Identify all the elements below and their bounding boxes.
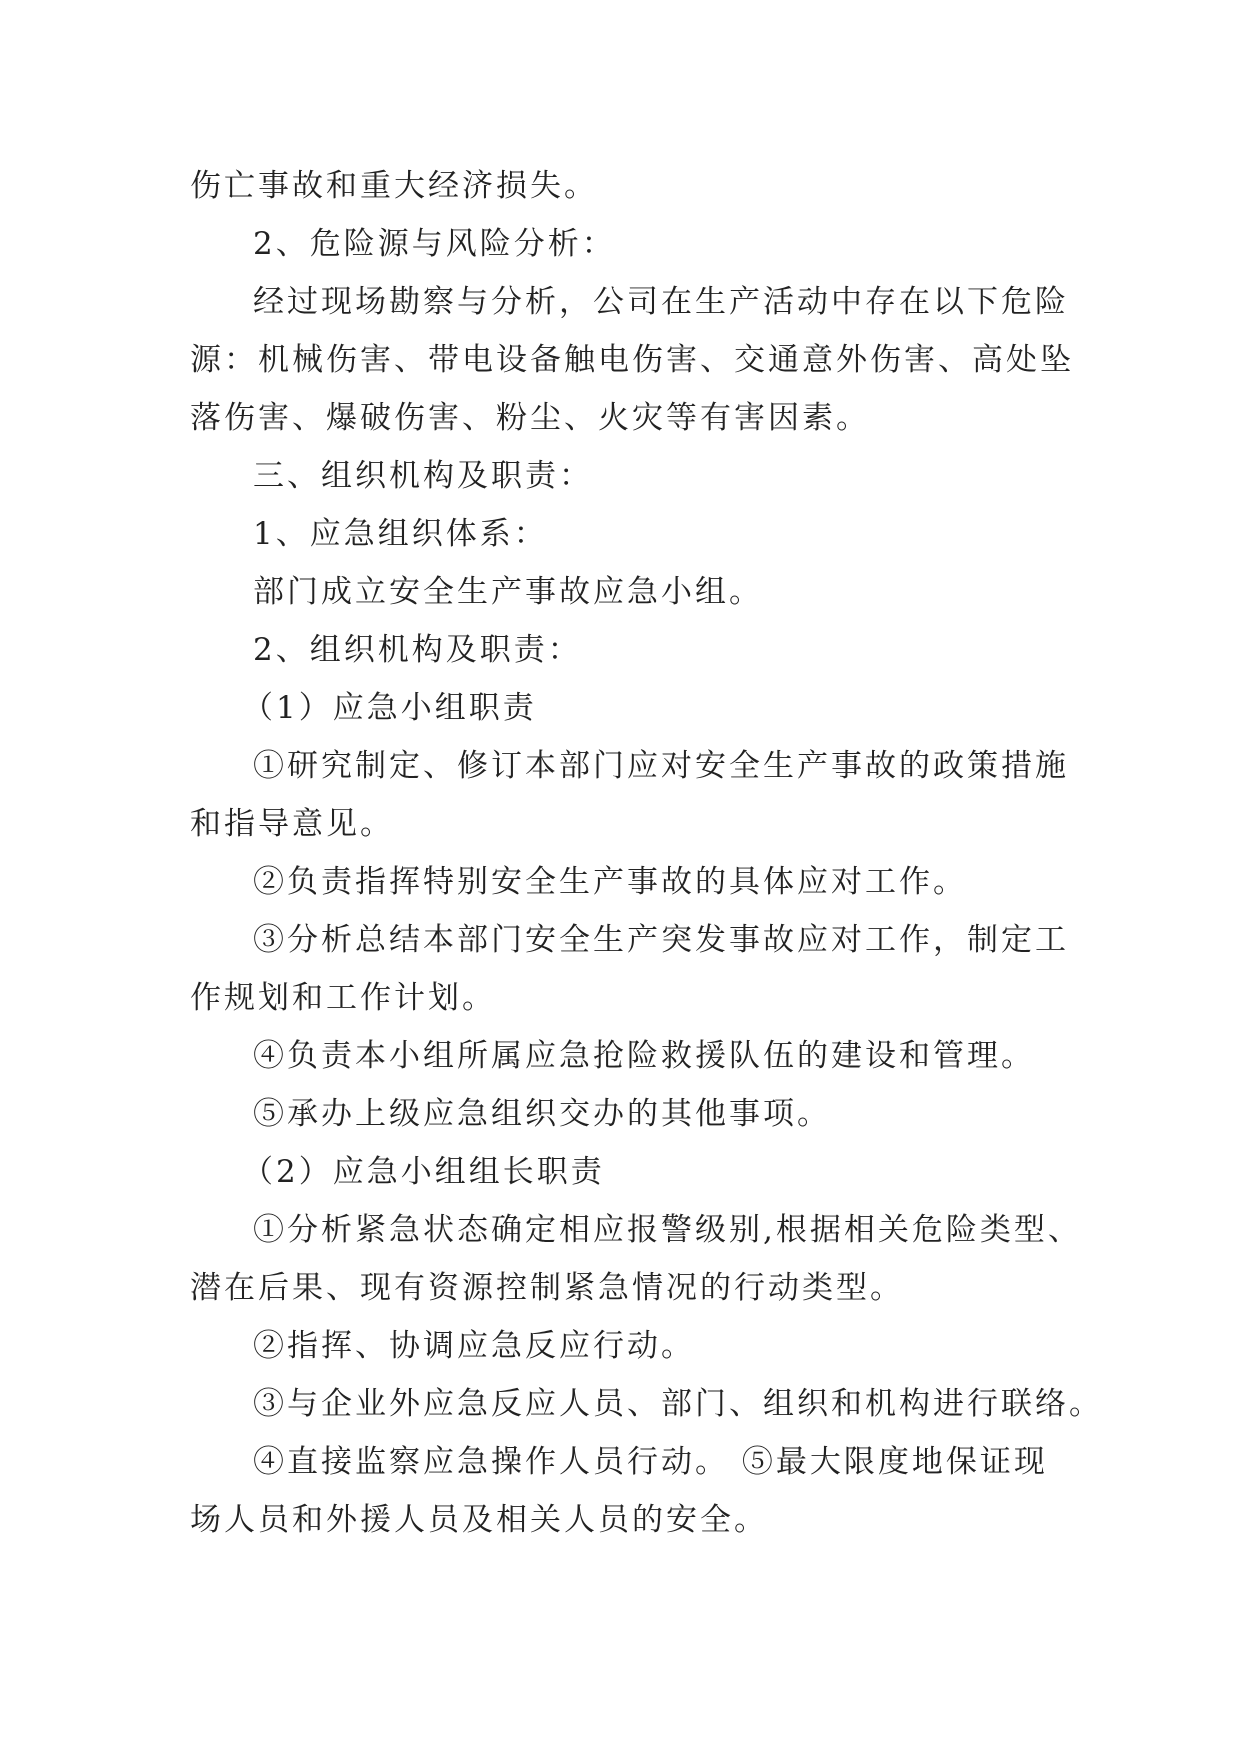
list-item: ①分析紧急状态确定相应报警级别,根据相关危险类型、 (253, 1212, 1082, 1248)
section-heading: 2、组织机构及职责： (253, 632, 582, 668)
paragraph-line: 经过现场勘察与分析，公司在生产活动中存在以下危险 (253, 284, 1069, 320)
paragraph-line: 源：机械伤害、带电设备触电伤害、交通意外伤害、高处坠 (190, 342, 1074, 378)
subsection-heading: （2）应急小组组长职责 (242, 1154, 605, 1190)
paragraph-line: 落伤害、爆破伤害、粉尘、火灾等有害因素。 (190, 400, 870, 436)
paragraph-line: 部门成立安全生产事故应急小组。 (253, 574, 763, 610)
list-item: ④直接监察应急操作人员行动。 ⑤最大限度地保证现 (253, 1444, 1048, 1480)
list-item: ②负责指挥特别安全生产事故的具体应对工作。 (253, 864, 967, 900)
section-heading: 1、应急组织体系： (253, 516, 548, 552)
list-item: ①研究制定、修订本部门应对安全生产事故的政策措施 (253, 748, 1069, 784)
list-item-continuation: 和指导意见。 (190, 806, 394, 842)
text-line: 伤亡事故和重大经济损失。 (190, 168, 598, 204)
list-item: ④负责本小组所属应急抢险救援队伍的建设和管理。 (253, 1038, 1035, 1074)
list-item: ③分析总结本部门安全生产突发事故应对工作，制定工 (253, 922, 1069, 958)
section-heading: 三、组织机构及职责： (253, 458, 593, 494)
list-item-continuation: 潜在后果、现有资源控制紧急情况的行动类型。 (190, 1270, 904, 1306)
list-item: ⑤承办上级应急组织交办的其他事项。 (253, 1096, 831, 1132)
subsection-heading: （1）应急小组职责 (242, 690, 537, 726)
section-heading: 2、危险源与风险分析： (253, 226, 616, 262)
document-body (190, 157, 1103, 1549)
list-item-continuation: 场人员和外援人员及相关人员的安全。 (190, 1502, 768, 1538)
list-item: ②指挥、协调应急反应行动。 (253, 1328, 695, 1364)
list-item: ③与企业外应急反应人员、部门、组织和机构进行联络。 (253, 1386, 1103, 1422)
list-item-continuation: 作规划和工作计划。 (190, 980, 496, 1016)
